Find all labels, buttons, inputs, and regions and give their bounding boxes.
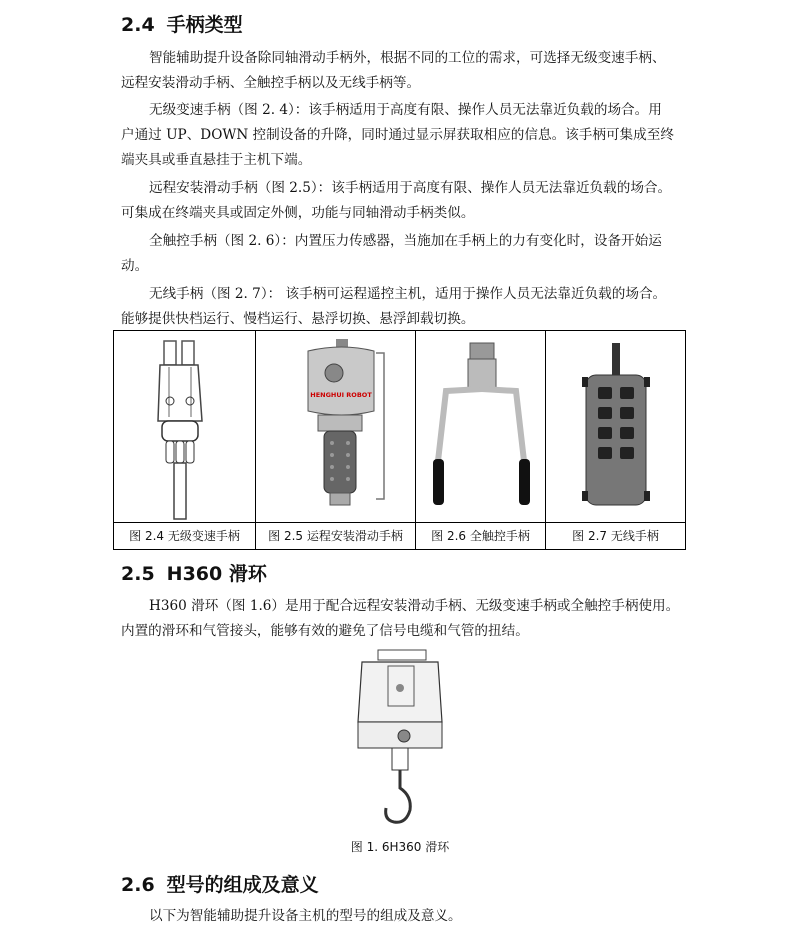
text-line: 能够提供快档运行、慢档运行、悬浮切换、悬浮卸载切换。	[121, 311, 475, 327]
section-number: 2.6	[121, 874, 155, 896]
paragraph-swivel	[121, 594, 691, 644]
text-line: 无线手柄（图 2. 7）： 该手柄可运程遥控主机，适用于操作人员无法靠近负载的场合。	[149, 286, 667, 302]
swivel-caption: 图 1. 6H360 滑环	[350, 840, 450, 854]
section-heading-2-4	[121, 10, 243, 37]
brand-label: HENGHUI ROBOT	[310, 391, 372, 399]
wireless-handle-image	[546, 331, 685, 523]
paragraph-model	[121, 904, 691, 929]
section-heading-2-5	[121, 559, 267, 586]
figure-cell-wireless	[546, 331, 685, 549]
figure-cell-touch	[416, 331, 546, 549]
figure-caption: 图 2.5 运程安装滑动手柄	[256, 522, 415, 549]
section-title: 手柄类型	[166, 14, 243, 36]
text-line: 以下为智能辅助提升设备主机的型号的组成及意义。	[149, 908, 462, 924]
text-line: 全触控手柄（图 2. 6）：内置压力传感器，当施加在手柄上的力有变化时，设备开始运	[149, 233, 662, 249]
figure-caption: 图 2.4 无级变速手柄	[114, 522, 255, 549]
section-title: 型号的组成及意义	[166, 874, 319, 896]
text-line: 远程安装滑动手柄（图 2.5）：该手柄适用于高度有限、操作人员无法靠近负载的场合。	[149, 180, 672, 196]
figure-cell-stepless	[114, 331, 256, 549]
figure-cell-remote	[256, 331, 416, 549]
remote-handle-image	[256, 331, 416, 523]
text-line: 无级变速手柄（图 2. 4）：该手柄适用于高度有限、操作人员无法靠近负载的场合。用	[149, 102, 662, 118]
paragraph-remote-handle	[121, 176, 691, 226]
text-line: 户通过 UP、DOWN 控制设备的升降，同时通过显示屏获取相应的信息。该手柄可集成至终	[121, 127, 674, 143]
text-line: 智能辅助提升设备除同轴滑动手柄外，根据不同的工位的需求，可选择无级变速手柄、	[149, 50, 666, 66]
section-number: 2.4	[121, 14, 155, 36]
paragraph-touch-handle	[121, 229, 691, 279]
stepless-handle-image	[114, 331, 256, 523]
text-line: 可集成在终端夹具或固定外侧，功能与同轴滑动手柄类似。	[121, 205, 475, 221]
swivel-image	[350, 648, 450, 833]
figure-caption: 图 2.7 无线手柄	[546, 522, 685, 549]
figure-caption: 图 2.6 全触控手柄	[416, 522, 545, 549]
touch-handle-image	[416, 331, 546, 523]
paragraph-intro	[121, 46, 691, 96]
paragraph-wireless-handle	[121, 282, 691, 332]
section-heading-2-6	[121, 870, 319, 897]
section-number: 2.5	[121, 563, 155, 585]
text-line: 动。	[121, 258, 149, 274]
section-title: H360 滑环	[166, 563, 267, 585]
text-line: 端夹具或垂直悬挂于主机下端。	[121, 152, 312, 168]
text-line: 内置的滑环和气管接头，能够有效的避免了信号电缆和气管的扭结。	[121, 623, 529, 639]
handle-figure-table	[113, 330, 686, 550]
text-line: H360 滑环（图 1.6）是用于配合远程安装滑动手柄、无级变速手柄或全触控手柄使用。	[149, 598, 680, 614]
text-line: 远程安装滑动手柄、全触控手柄以及无线手柄等。	[121, 75, 421, 91]
paragraph-stepless-handle	[121, 98, 691, 173]
